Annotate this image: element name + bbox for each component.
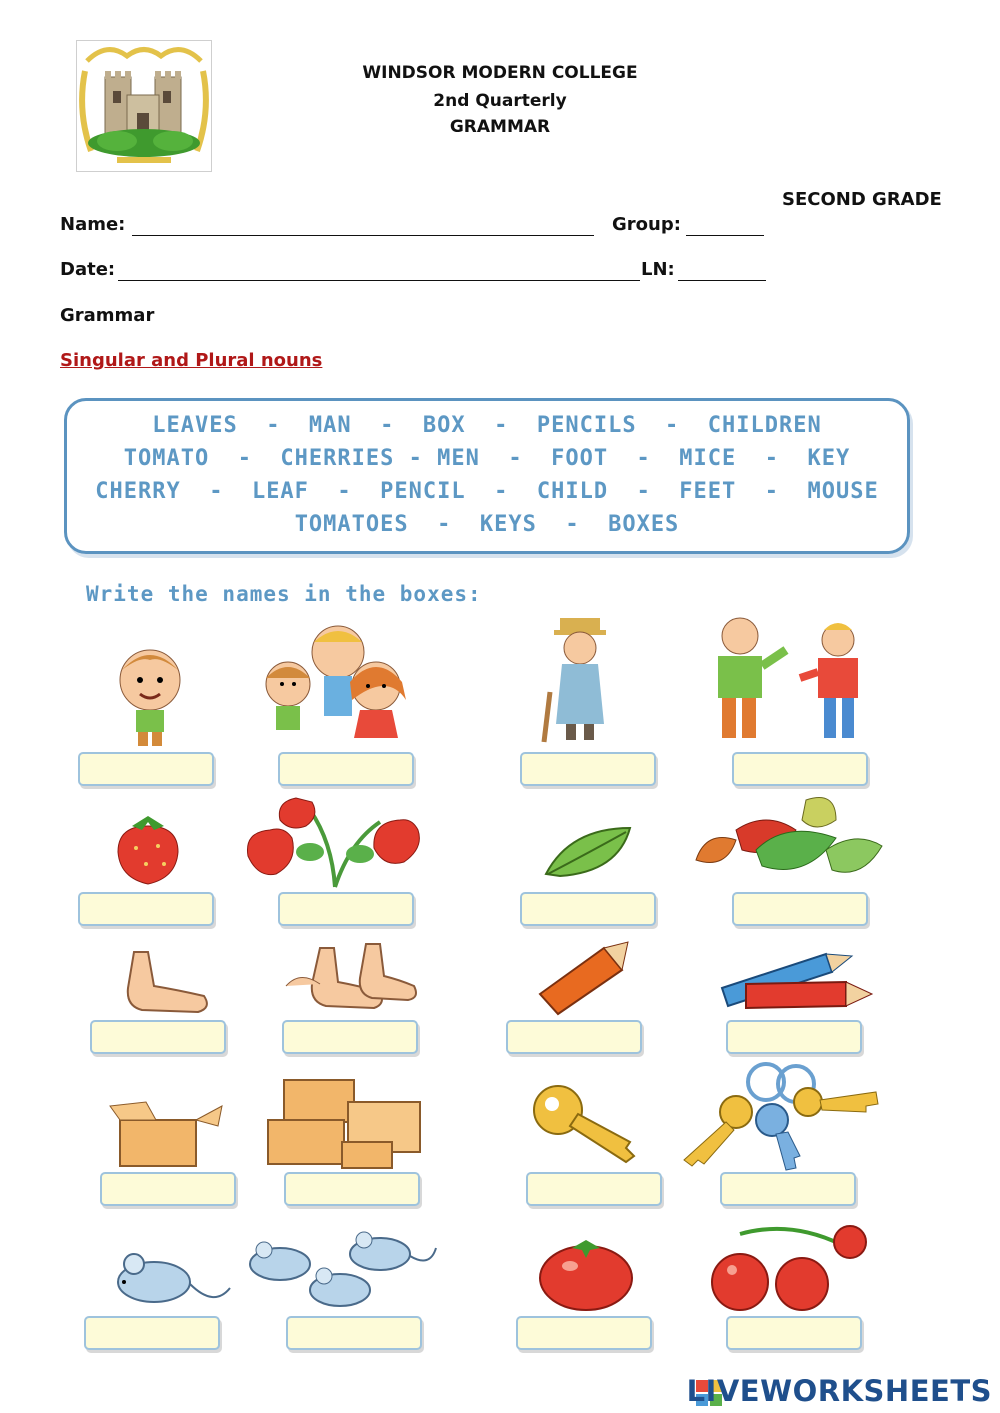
ln-field[interactable] (678, 280, 766, 281)
keys-icon (676, 1062, 886, 1178)
answer-box-cherries[interactable] (278, 892, 414, 926)
ln-label: LN: (641, 259, 675, 280)
answer-box-pencils[interactable] (726, 1020, 862, 1054)
word-bank-line: LEAVES - MAN - BOX - PENCILS - CHILDREN (152, 413, 822, 438)
answer-box-boxes[interactable] (284, 1172, 420, 1206)
word-bank-line: TOMATO - CHERRIES - MEN - FOOT - MICE - KEY (123, 446, 851, 471)
word-bank-line: CHERRY - LEAF - PENCIL - CHILD - FEET - MOUSE (95, 479, 879, 504)
tomato-icon (536, 1236, 636, 1316)
boy-icon (100, 640, 200, 754)
name-field[interactable] (132, 235, 594, 236)
answer-box-children[interactable] (278, 752, 414, 786)
group-field[interactable] (686, 235, 764, 236)
mouse-icon (104, 1248, 234, 1316)
answer-box-leaves[interactable] (732, 892, 868, 926)
answer-box-men[interactable] (732, 752, 868, 786)
pencils-icon (716, 948, 876, 1024)
boxes-icon (264, 1072, 424, 1176)
answer-box-mouse[interactable] (84, 1316, 220, 1350)
answer-box-key[interactable] (526, 1172, 662, 1206)
answer-box-feet[interactable] (282, 1020, 418, 1054)
answer-box-tomato[interactable] (516, 1316, 652, 1350)
term: 2nd Quarterly (433, 91, 567, 111)
answer-box-mice[interactable] (286, 1316, 422, 1350)
box-icon (106, 1100, 226, 1174)
pencil-icon (534, 940, 634, 1020)
word-bank (64, 398, 910, 554)
man-icon (530, 612, 630, 751)
grade-label: SECOND GRADE (782, 189, 942, 210)
liveworksheets-brand: LIVEWORKSHEETS (686, 1374, 992, 1408)
feet-icon (280, 940, 420, 1022)
foot-icon (118, 946, 214, 1022)
key-icon (530, 1082, 640, 1172)
children-icon (248, 612, 418, 751)
answer-box-foot[interactable] (90, 1020, 226, 1054)
strawberry-icon (108, 812, 188, 892)
mice-icon (240, 1228, 440, 1318)
answer-box-pencil[interactable] (506, 1020, 642, 1054)
answer-box-box[interactable] (100, 1172, 236, 1206)
group-label: Group: (612, 214, 681, 235)
section-subtitle: Singular and Plural nouns (60, 350, 323, 371)
school-name: WINDSOR MODERN COLLEGE (362, 63, 638, 83)
date-field[interactable] (118, 280, 640, 281)
answer-box-keys[interactable] (720, 1172, 856, 1206)
word-bank-line: TOMATOES - KEYS - BOXES (294, 512, 680, 537)
men-icon (700, 612, 880, 751)
leaves-icon (686, 790, 886, 894)
answer-box-leaf[interactable] (520, 892, 656, 926)
answer-box-man[interactable] (520, 752, 656, 786)
strawberries-icon (240, 792, 430, 896)
answer-box-tomatoes[interactable] (726, 1316, 862, 1350)
tomatoes-icon (710, 1214, 870, 1318)
answer-box-boy[interactable] (78, 752, 214, 786)
section-title: Grammar (60, 305, 155, 326)
name-label: Name: (60, 214, 126, 235)
date-label: Date: (60, 259, 116, 280)
instruction: Write the names in the boxes: (86, 582, 482, 606)
leaf-icon (540, 822, 636, 886)
answer-box-cherry[interactable] (78, 892, 214, 926)
subject-title: GRAMMAR (449, 117, 551, 137)
castle-logo-icon (76, 40, 212, 172)
